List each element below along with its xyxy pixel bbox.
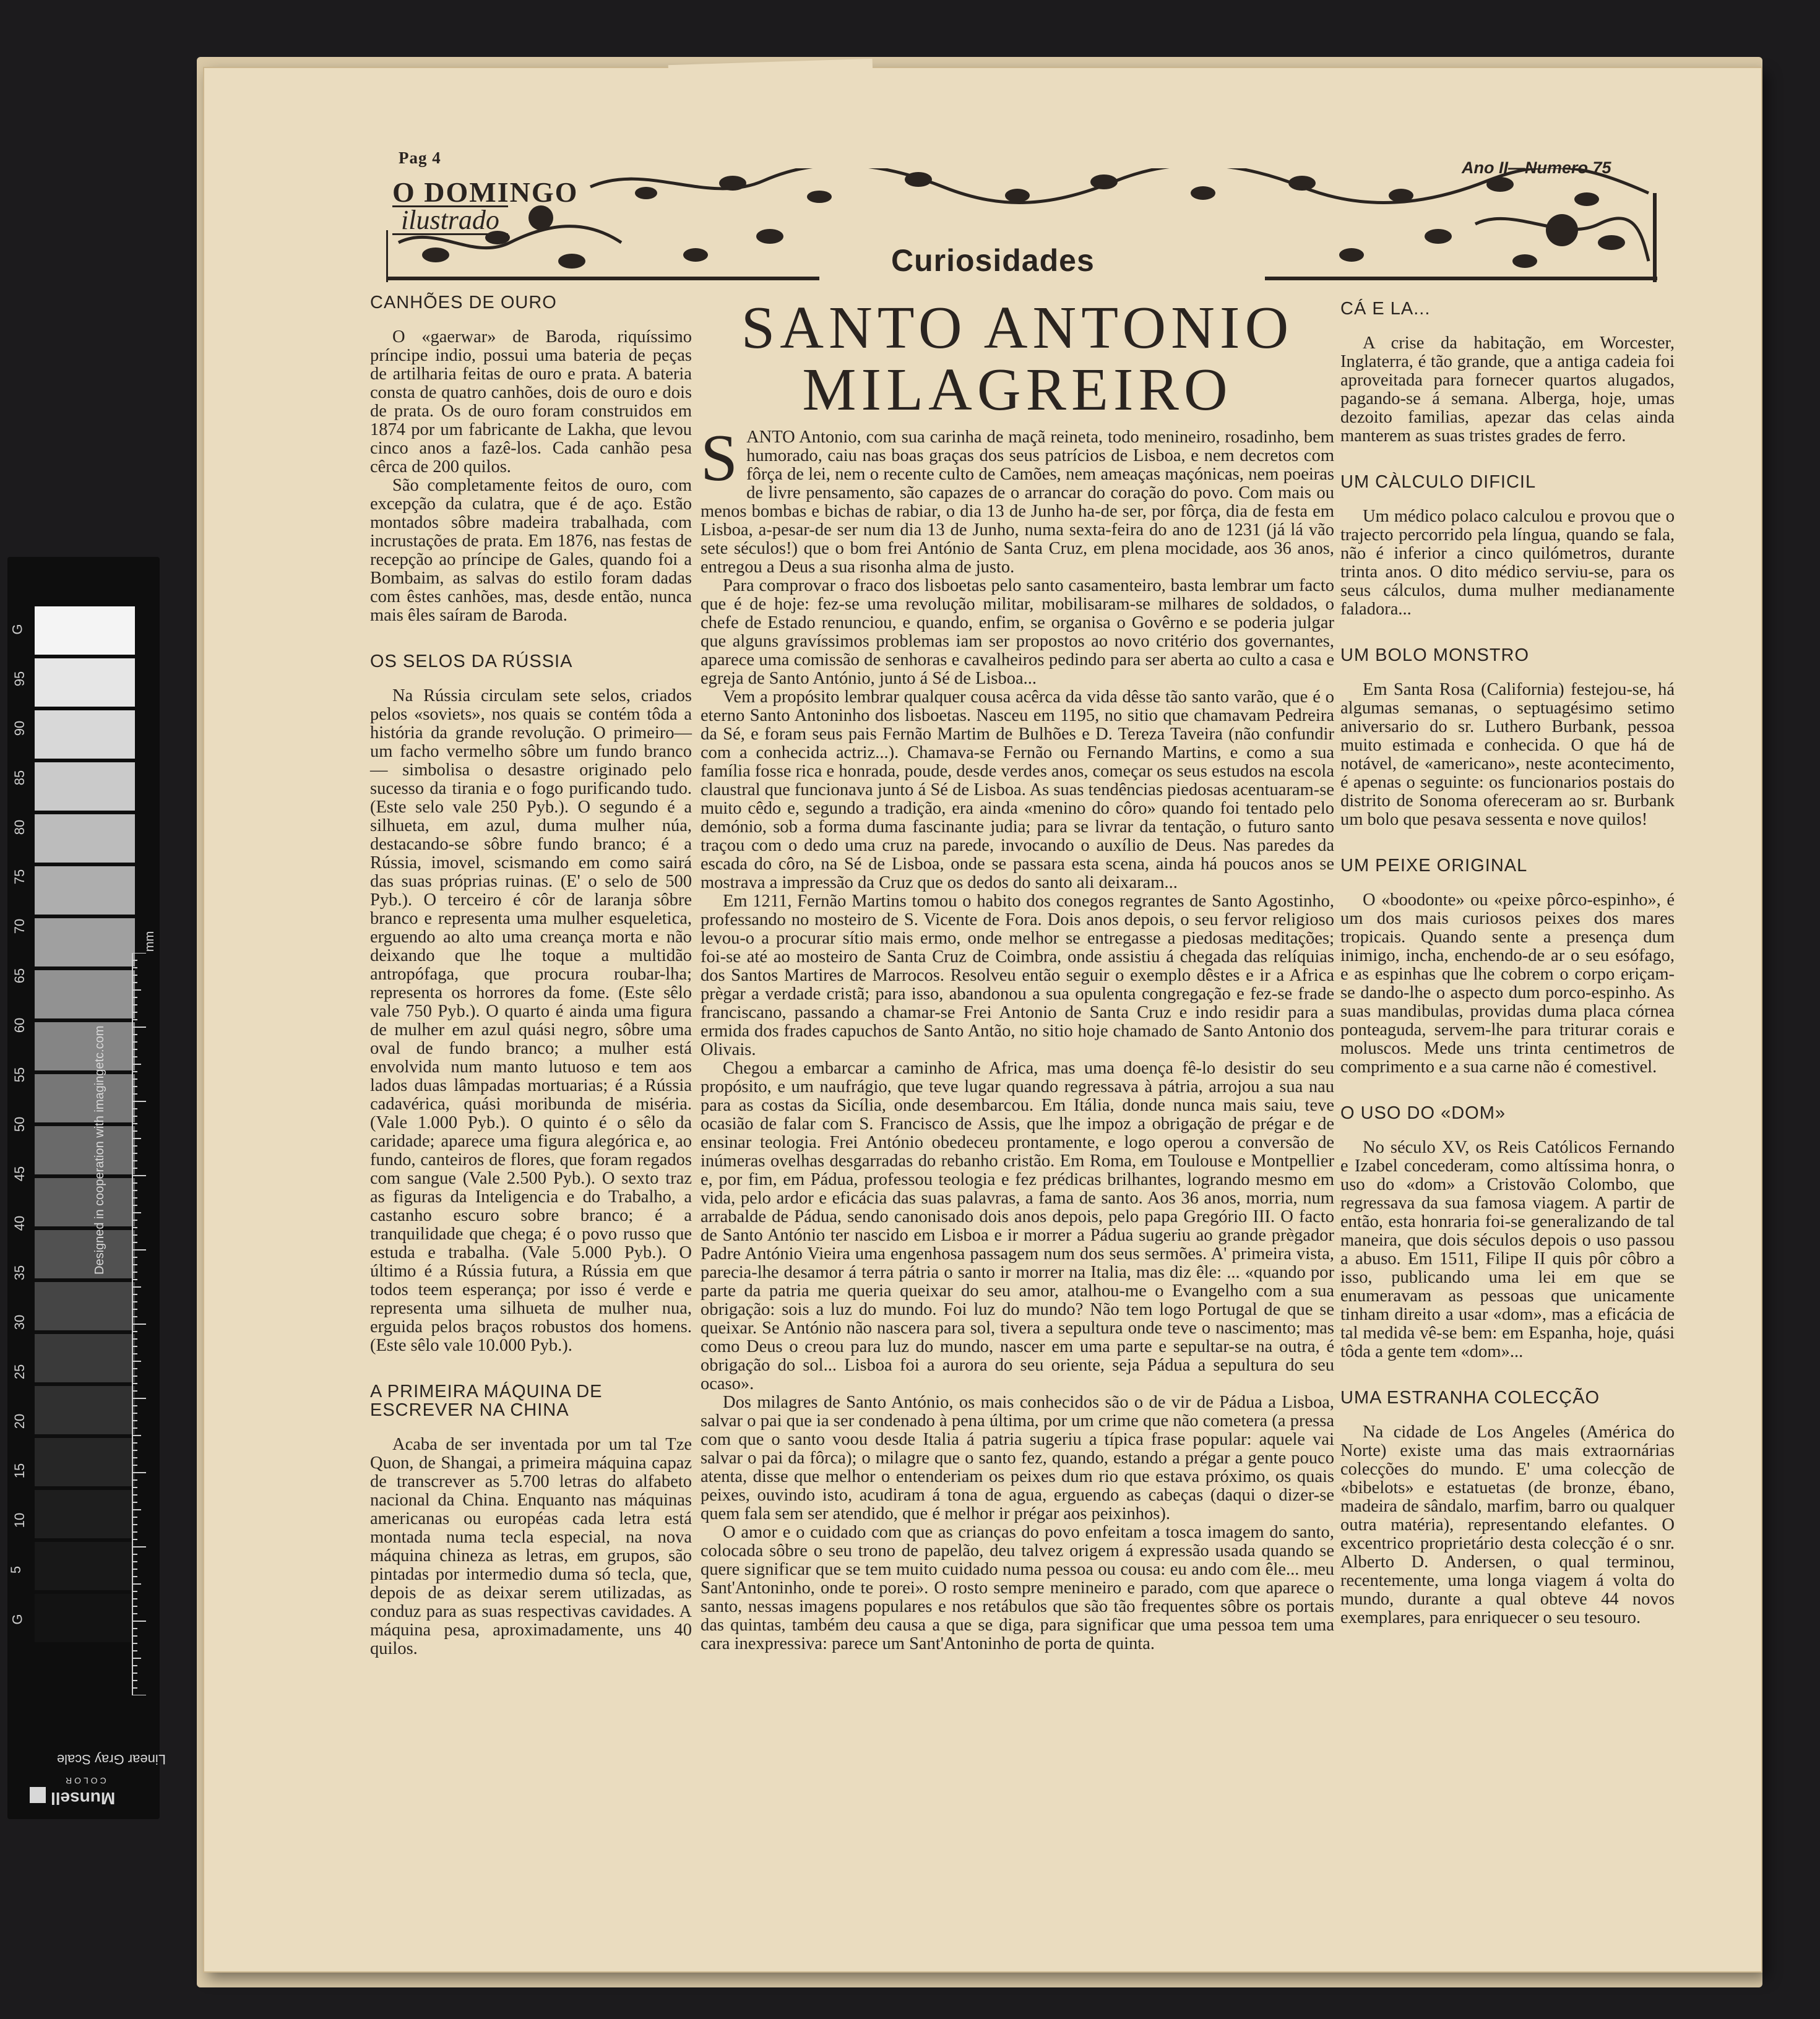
gray-swatch	[35, 606, 135, 655]
article-heading: UM CÀLCULO DIFICIL	[1340, 472, 1537, 492]
step-label: 95	[12, 671, 28, 687]
step-label: 60	[12, 1017, 28, 1033]
step-label: 10	[12, 1512, 28, 1528]
article-paragraph: Um médico polaco calculou e provou que o trajecto percorrido pela língua, quando se fala, não é inferior a cinco quilómetros, durante trinta anos. O dito médico serviu-se, para os seus cálculos, duma mulher medianamente faladora...	[1340, 507, 1675, 619]
step-label: 35	[12, 1265, 28, 1281]
step-label: 90	[12, 720, 28, 736]
right-column	[1340, 299, 1675, 1627]
gray-swatch	[35, 918, 135, 966]
step-label: 65	[12, 968, 28, 984]
gray-swatch	[35, 1490, 135, 1538]
gray-swatch	[35, 762, 135, 811]
card-brand-sub: COLOR	[63, 1776, 106, 1786]
article-heading: OS SELOS DA RÚSSIA	[370, 652, 573, 671]
article-paragraph: SANTO Antonio, com sua carinha de maçã reineta, todo menineiro, rosadinho, bem humorado, caiu nas boas graças dos seus patrícios de Lisboa, e nem decretos com fôrça de lei, nem o recente culto de Camões, nem ameaças maçónicas, nem poeiras de livre pensamento, são capazes de o arrancar do coração do povo. Com mais ou menos bombas e bichas de rabiar, o dia 13 de Junho ha-de ser, por fôrça, dia de festa em Lisboa, a-pesar-de ser num dia 13 de Junho, numa sexta-feira do ano de 1231 (já lá vão sete séculos!) que o bom frei António de Santa Cruz, em plena mocidade, aos 36 anos, entregou a Deus a sua risonha alma de justo.	[701, 421, 1334, 577]
article-paragraph: Dos milagres de Santo António, os mais conhecidos são o de vir de Pádua a Lisboa, salvar o pai que ia ser condenado à pena última, por um crime que não cometera (a pressa com que o santo voou desde Italia á patria sugeriu a típica frase popular: aquele vai salvar o pai da fôrca); o milagre que o santo fez, quando, estando a prégar a gente pouco atenta, disse que melhor o entenderiam os peixes dum rio que estava próximo, os quais peixes, ouvindo isto, acudiram á tona de agua, erguendo as cabeças (daqui o dizer-se quem fala sem ser atendido, que é melhor ir prégar aos peixinhos).	[701, 1393, 1334, 1523]
step-label: 40	[12, 1215, 28, 1231]
gray-swatch	[35, 1230, 135, 1278]
gray-swatch	[35, 1386, 135, 1434]
gray-swatch	[35, 814, 135, 863]
gray-swatch	[35, 658, 135, 707]
step-label: 50	[12, 1116, 28, 1132]
gray-swatch	[35, 1282, 135, 1330]
article-paragraph: A crise da habitação, em Worcester, Inglaterra, é tão grande, que a antiga cadeia foi aproveitada para fornecer quartos alugados, pagando-se á semana. Alberga, hoje, umas dezoito familias, apezar das celas ainda manterem as suas tristes grades de ferro.	[1340, 334, 1675, 446]
article-paragraph: Em 1211, Fernão Martins tomou o habito dos conegos regrantes de Santo Agostinho, professando no mosteiro de S. Vicente de Fora. Dois anos depois, o seu fervor religioso levou-o a procurar sítio mais ermo, onde melhor se entregasse a piedosas meditações; foi-se até ao mosteiro de Santa Cruz de Coimbra, onde assistiu á chegada das relíquias dos Santos Martires de Marrocos. Resolveu então seguir o exemplo dêstes e ir a Africa prègar a verdade cristã; para isso, abandonou a sua opulenta congregação e fez-se frade franciscano, passando a chamar-se Frei Antonio de Santa Cruz e indo residir para a ermida dos frades capuchos de Santo Antão, no sitio hoje chamado de Santo Antonio dos Olivais.	[701, 892, 1334, 1059]
article-heading: A PRIMEIRA MÁQUINA DE ESCREVER NA CHINA	[370, 1382, 603, 1420]
mm-ruler	[131, 953, 150, 1695]
publication-subtitle: ilustrado	[392, 205, 508, 235]
page-number: Pag 4	[399, 149, 441, 167]
step-label: 80	[12, 819, 28, 835]
article-paragraph: Para comprovar o fraco dos lisboetas pelo santo casamenteiro, basta lembrar um facto que é de hoje: fez-se uma revolução militar, mobilisaram-se milhares de soldados, o chefe de Estado renunciou, e quando, enfim, se organisa o Govêrno e se poderia julgar que alguns gravíssimos problemas iam ser propostos ao novo critério dos governantes, aparece uma comissão de senhoras e cavalheiros pedindo para ser aberta ao culto a casa e egreja de Santo António, junto á Sé de Lisboa...	[701, 576, 1334, 688]
card-brand: Munsell	[51, 1789, 116, 1808]
article-paragraph: Vem a propósito lembrar qualquer cousa acêrca da vida dêsse tão santo varão, que é o eterno Santo Antoninho dos lisboetas. Nasceu em 1195, no sitio que chamavam Pedreira da Sé, e foram seus pais Fernão Martim de Bulhões e D. Tereza Taveira (não confundir com a conhecida actriz...). Chamava-se Fernão ou Fernando Martins, e como a sua família fosse rica e honrada, poude, desde verdes anos, começar os seus estudos na escola claustral que funcionava junto á Sé de Lisboa. As suas tendências piedosas acentuaram-se muito cêdo e, segundo a tradição, era ainda «menino do côro» quando foi tentado pelo demónio, sob a forma duma fascinante judia; para se livrar da tentação, o futuro santo traçou com o dedo uma cruz na parede, invocando o auxílio de Deus. Nas paredes da escada do côro, na Sé de Lisboa, onde se passara esta scena, ainda há poucos anos se mostrava a impressão da Cruz que os dedos do santo ali deixaram...	[701, 687, 1334, 892]
article-heading: CANHÕES DE OURO	[370, 293, 557, 312]
card-title: Linear Gray Scale	[56, 1752, 166, 1767]
gray-swatch	[35, 1334, 135, 1382]
step-label: 45	[12, 1166, 28, 1182]
card-credit: Designed in cooperation with imagingetc.com	[93, 1025, 106, 1275]
step-label: 20	[12, 1413, 28, 1429]
publication-title: O DOMINGO	[392, 176, 579, 208]
gray-swatch	[35, 1438, 135, 1486]
gray-scale-card	[7, 557, 166, 1819]
step-label: 55	[12, 1067, 28, 1083]
article-heading: CÁ E LA...	[1340, 299, 1431, 319]
step-label: G	[9, 624, 25, 635]
article-heading: UM PEIXE ORIGINAL	[1340, 856, 1528, 876]
gray-swatch	[35, 1178, 135, 1226]
step-label: 25	[12, 1364, 28, 1380]
mm-unit: mm	[143, 931, 157, 952]
gray-swatch	[35, 1542, 135, 1590]
issue-number: Ano II—Numero 75	[1462, 158, 1611, 177]
section-title: Curiosidades	[891, 243, 1095, 278]
article-paragraph: O amor e o cuidado com que as crianças do povo enfeitam a tosca imagem do santo, colocada sôbre o seu trono de papelão, deu talvez origem á expressão usada quando se quere significar que se tem muito cuidado numa pessoa ou cousa: eu ando com êle... meu Sant'Antoninho, onde te porei». O rosto sempre menineiro e parado, com que aparece o santo, nessas imagens populares e nos retábulos que são tão frequentes sôbre os portais das quintas, também deu causa a que se diga, para significar que uma pessoa tem uma cara inexpressiva: parece um Sant'Antoninho de porta de quinta.	[701, 1523, 1334, 1653]
article-paragraph: No século XV, os Reis Católicos Fernando e Izabel concederam, como altíssima honra, o uso do «dom» a Cristovão Colombo, que regressava da sua famosa viagem. A partir de então, esta honraria foi-se generalizando de tal maneira, que dois séculos depois o uso passou a abuso. Em 1511, Filipe II quis pôr côbro a isso, publicando uma lei em que se enumeravam as pessoas que unicamente tinham direito a usar «dom», mas a eficácia de tal medida vê-se bem: em Espanha, hoje, quási tôda a gente tem «dom»...	[1340, 1138, 1675, 1361]
article-paragraph: Em Santa Rosa (California) festejou-se, há algumas semanas, o septuagésimo setimo aniversario do sr. Luthero Burbank, pessoa muito estimada e conhecida. O que há de notável, de «americano», neste acontecimento, é apenas o seguinte: os funcionarios postais do distrito de Sonoma ofereceram ao sr. Burbank um bolo que pesava sessenta e nove quilos!	[1340, 680, 1675, 829]
gray-swatch	[35, 1074, 135, 1122]
step-label: 85	[12, 770, 28, 786]
article-paragraph: Acaba de ser inventada por um tal Tze Quon, de Shangai, a primeira máquina capaz de transcrever as 5.700 letras do alfabeto nacional da China. Enquanto nas máquinas americanas ou européas cada letra está montada numa tecla especial, na nova máquina chineza as letras, em grupos, são pintadas por intermedio duma só tecla, que, depois de as deixar serem utilizadas, as conduz para as suas respectivas cavidades. A máquina pesa, aproximadamente, uns 40 quilos.	[370, 1435, 692, 1658]
gray-swatch	[35, 1594, 135, 1642]
step-label: G	[9, 1614, 25, 1625]
article-paragraph: O «boodonte» ou «peixe pôrco-espinho», é um dos mais curiosos peixes dos mares tropicais. Quando sente a presença dum inimigo, incha, enchendo-de ar o seu esófago, e as espinhas que lhe cobrem o corpo eriçam-se dando-lhe o aspecto dum porco-espinho. As suas mandibulas, providas duma placa córnea ponteaguda, servem-lhe para triturar corais e moluscos. Mede uns trinta centimetros de comprimento e a sua carne não é comestivel.	[1340, 890, 1675, 1077]
step-label: 15	[12, 1463, 28, 1479]
article-heading: UMA ESTRANHA COLECÇÃO	[1340, 1388, 1600, 1408]
step-label: 5	[8, 1565, 24, 1574]
main-headline: SANTO ANTONIO MILAGREIRO	[741, 295, 1294, 423]
munsell-logo-icon	[30, 1787, 46, 1803]
drop-cap: S	[701, 421, 738, 495]
gray-swatch	[35, 1022, 135, 1070]
article-paragraph: São completamente feitos de ouro, com excepção da culatra, que é de aço. Estão montados sôbre madeira trabalhada, com incrustações de prata. Em 1876, nas festas de recepção ao príncipe de Gales, quando foi a Bombaim, as salvas do estilo foram dadas com êstes canhões, mas, desde então, nunca mais êles saíram de Baroda.	[370, 476, 692, 625]
step-label: 70	[12, 918, 28, 934]
article-paragraph: O «gaerwar» de Baroda, riquíssimo príncipe indio, possui uma bateria de peças de artilharia feitas de ouro e prata. A bateria consta de quatro canhões, dois de ouro e dois de prata. Os de ouro foram construidos em 1874 por um fabricante de Lakha, que levou cinco anos a fazê-los. Cada canhão pesa cêrca de 200 quilos.	[370, 327, 692, 476]
gray-swatch	[35, 866, 135, 915]
step-label: 30	[12, 1314, 28, 1330]
step-label: 75	[12, 869, 28, 885]
left-column	[370, 293, 692, 1658]
gray-swatch	[35, 970, 135, 1018]
article-heading: O USO DO «DOM»	[1340, 1103, 1506, 1123]
gray-swatch	[35, 1126, 135, 1174]
article-heading: UM BOLO MONSTRO	[1340, 645, 1530, 665]
main-article	[701, 297, 1334, 1653]
article-paragraph: Chegou a embarcar a caminho de Africa, mas uma doença fê-lo desistir do seu propósito, e um naufrágio, que teve lugar quando regressava à pátria, arrojou a sua nau para as costas da Sicília, onde desembarcou. Em Itália, donde nunca mais saiu, teve ocasião de falar com S. Francisco de Assis, que lhe impoz a obrigação de prégar e de ensinar teologia. Frei António obedeceu prontamente, e logo operou a conversão de inúmeras ovelhas desgarradas do rebanho cristão. Em Roma, em Toulouse e Montpellier e, por fim, em Pádua, professou teologia e fez prédicas brilhantes, logrando mesmo em vida, pelo ardor e eficácia das suas palavras, a fama de santo. Aos 36 anos, morria, num arrabalde de Pádua, sendo canonisado dois anos depois, pelo papa Gregório III. O facto de Santo António ter nascido em Lisboa e ir morrer a Pádua sugeriu ao grande prègador Padre António Vieira uma engenhosa passagem num dos seus sermões. A' primeira vista, parecia-lhe desamor á terra pátria o santo ir morrer na Italia, mas diz êle: ... «quando por parte da patria me queria queixar do seu amor, atalhou-me o Evangelho com a sua obrigação: sois a luz do mundo. Foi luz do mundo? Não tem logo Portugal de que se queixar. Se António não nascera para sol, tivera a sepultura onde teve o nascimento; mas como Deus o creou para luz do mundo, nascer em uma parte e sepultar-se na outra, é obrigação do sol... Lisboa foi a aurora do seu oriente, seja Pádua a sepultura do seu ocaso».	[701, 1059, 1334, 1393]
article-paragraph: Na cidade de Los Angeles (América do Norte) existe uma das mais extraornárias colecções do mundo. E' uma colecção de «bibelots» e estatuetas (de bronze, ébano, madeira de sândalo, marfim, barro ou qualquer outra matéria), representando elefantes. O excentrico proprietário desta colecção é o snr. Alberto D. Andersen, o qual terminou, recentemente, uma longa viagem á volta do mundo, durante a qual obteve 44 novos exemplares, para enriquecer o seu tesouro.	[1340, 1423, 1675, 1627]
article-paragraph: Na Rússia circulam sete selos, criados pelos «soviets», nos quais se contém tôda a história da grande revolução. O primeiro—um facho vermelho sôbre um fundo branco — simbolisa o desastre originado pelo sucesso da tirania e o fogo purificando tudo. (Este selo vale 250 Pyb.). O segundo é a silhueta, em azul, duma mulher núa, destacando-se sôbre fundo branco; é a Rússia, imovel, scismando em como sairá das suas próprias ruinas. (E' o selo de 500 Pyb.). O terceiro é côr de laranja sôbre branco e representa uma mulher esqueletica, erguendo ao alto uma creança morta e não deixando que lhe toque a multidão antropófaga, que procura roubar-lha; representa os horrores da fome. (Este sêlo vale 750 Pyb.). O quarto é ainda uma figura de mulher em azul quási negro, sôbre uma oval de fundo branco; a mulher está envolvida num manto lutuoso e tem aos lados duas lâmpadas mortuarias; é a Rússia cadavérica, quási moribunda de miséria. (Vale 1.000 Pyb.). O quinto é o sêlo da caridade; aparece uma figura alegórica e, ao fundo, canteiros de flores, que foram regados com sangue (Vale 2.500 Pyb.). O sexto traz as figuras da Inteligencia e do Trabalho, a castanho escuro sobre branco; é a tranquilidade que chega; é o povo russo que estuda e trabalha. (Vale 5.000 Pyb.). O último é a Rússia futura, a Rússia em que todos teem esperança; por isso é verde e representa uma silhueta de mulher nua, erguida pelos braços robustos dos homens. (Este sêlo vale 10.000 Pyb.).	[370, 686, 692, 1355]
gray-swatch	[35, 710, 135, 759]
